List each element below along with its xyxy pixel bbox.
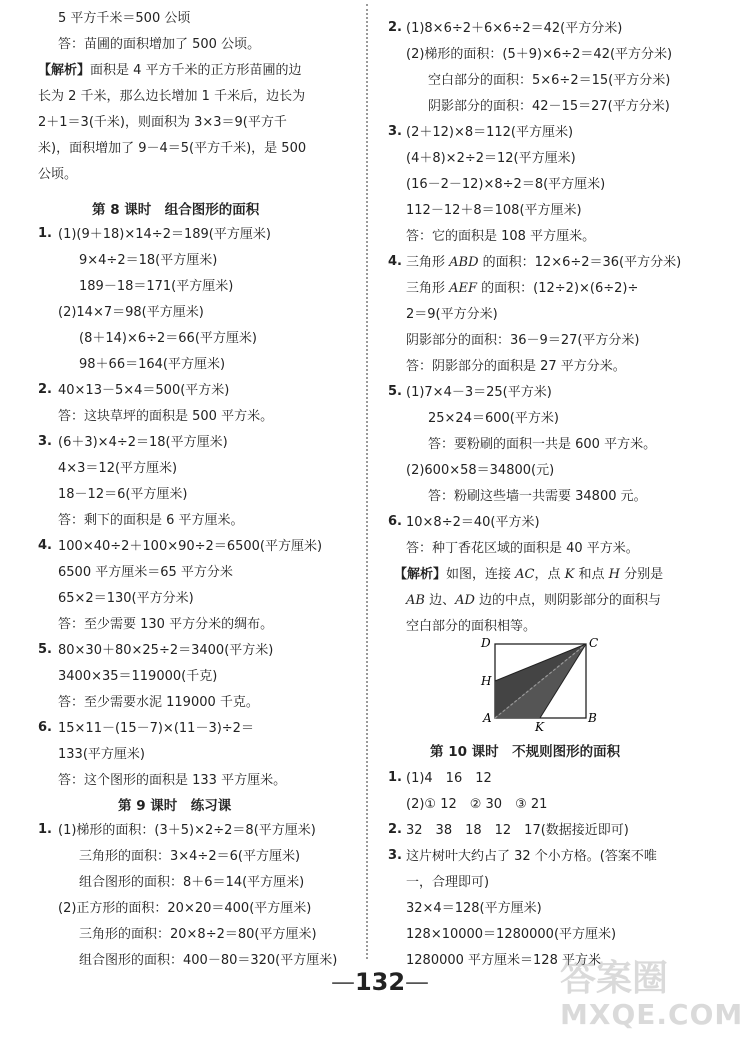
analysis-line: 2＋1＝3(千米)，则面积为 3×3＝9(平方千 bbox=[38, 115, 287, 130]
label-a: A bbox=[483, 711, 492, 725]
answer-line: 阴影部分的面积：36－9＝27(平方分米) bbox=[406, 333, 640, 348]
page-number: —132— bbox=[330, 968, 430, 996]
answer-line: 18－12＝6(平方厘米) bbox=[58, 487, 188, 502]
answer-line: 112－12＋8＝108(平方厘米) bbox=[406, 203, 582, 218]
answer-line: (2)① 12 ② 30 ③ 21 bbox=[406, 797, 548, 812]
answer-line: 三角形的面积：20×8÷2＝80(平方厘米) bbox=[79, 927, 317, 942]
question-number: 1. bbox=[388, 770, 402, 785]
answer-line: 答：粉刷这些墙一共需要 34800 元。 bbox=[428, 489, 647, 504]
answer-line: 组合图形的面积：400－80＝320(平方厘米) bbox=[79, 953, 338, 968]
answer-line: (1)7×4－3＝25(平方米) bbox=[406, 385, 552, 400]
question-number: 4. bbox=[38, 538, 52, 553]
answer-line: (1)梯形的面积：(3＋5)×2÷2＝8(平方厘米) bbox=[58, 823, 316, 838]
analysis-line: 米)，面积增加了 9－4＝5(平方千米)，是 500 bbox=[38, 141, 307, 156]
answer-line: (2)600×58＝34800(元) bbox=[406, 463, 555, 478]
answer-line: 阴影部分的面积：42－15＝27(平方分米) bbox=[428, 99, 670, 114]
answer-line: (4＋8)×2÷2＝12(平方厘米) bbox=[406, 151, 576, 166]
question-number: 1. bbox=[38, 822, 52, 837]
section-heading-lesson9: 第 9 课时 练习课 bbox=[118, 798, 232, 814]
rectangle-figure bbox=[478, 632, 608, 732]
answer-line: 答：剩下的面积是 6 平方厘米。 bbox=[58, 513, 244, 528]
answer-line: 空白部分的面积：5×6÷2＝15(平方分米) bbox=[428, 73, 671, 88]
analysis-line: 【解析】面积是 4 平方千米的正方形苗圃的边 bbox=[38, 63, 302, 78]
answer-line: 答：这块草坪的面积是 500 平方米。 bbox=[58, 409, 274, 424]
watermark: 答案圈 bbox=[560, 958, 669, 999]
label-c: C bbox=[589, 636, 599, 650]
answer-line: 三角形 ABD 的面积：12×6÷2＝36(平方分米) bbox=[406, 255, 682, 270]
text-line: 答：苗圃的面积增加了 500 公顷。 bbox=[58, 37, 261, 52]
analysis-line: 长为 2 千米，那么边长增加 1 千米后，边长为 bbox=[38, 89, 306, 104]
answer-line: 189－18＝171(平方厘米) bbox=[79, 279, 234, 294]
question-number: 5. bbox=[388, 384, 402, 399]
answer-line: 9×4÷2＝18(平方厘米) bbox=[79, 253, 218, 268]
question-number: 5. bbox=[38, 642, 52, 657]
watermark-url: MXQE.COM bbox=[560, 998, 744, 1031]
label-h: H bbox=[481, 674, 492, 688]
answer-line: 15×11－(15－7)×(11－3)÷2＝ bbox=[58, 721, 254, 736]
analysis-line: 空白部分的面积相等。 bbox=[406, 619, 537, 634]
answer-line: 组合图形的面积：8＋6＝14(平方厘米) bbox=[79, 875, 305, 890]
answer-line: (6＋3)×4÷2＝18(平方厘米) bbox=[58, 435, 228, 450]
text-line: 5 平方千米＝500 公顷 bbox=[58, 11, 191, 26]
analysis-tag: 【解析】 bbox=[394, 567, 447, 582]
analysis-tag: 【解析】 bbox=[38, 63, 91, 78]
question-number: 1. bbox=[38, 226, 52, 241]
question-number: 6. bbox=[388, 514, 402, 529]
answer-line: 65×2＝130(平方分米) bbox=[58, 591, 194, 606]
answer-line: 答：种丁香花区域的面积是 40 平方米。 bbox=[406, 541, 639, 556]
answer-line: 133(平方厘米) bbox=[58, 747, 145, 762]
answer-line: (1)4 16 12 bbox=[406, 771, 492, 786]
answer-line: 答：要粉刷的面积一共是 600 平方米。 bbox=[428, 437, 657, 452]
analysis-line: 公顷。 bbox=[38, 167, 78, 182]
answer-line: 32 38 18 12 17(数据接近即可) bbox=[406, 823, 629, 838]
answer-line: 答：至少需要水泥 119000 千克。 bbox=[58, 695, 259, 710]
label-d: D bbox=[481, 636, 491, 650]
answer-line: (16－2－12)×8÷2＝8(平方厘米) bbox=[406, 177, 606, 192]
answer-line: (2)正方形的面积：20×20＝400(平方厘米) bbox=[58, 901, 312, 916]
answer-line: (2)14×7＝98(平方厘米) bbox=[58, 305, 204, 320]
answer-line: 25×24＝600(平方米) bbox=[428, 411, 559, 426]
answer-line: 2＝9(平方分米) bbox=[406, 307, 498, 322]
answer-line: (8＋14)×6÷2＝66(平方厘米) bbox=[79, 331, 257, 346]
answer-line: (2)梯形的面积：(5＋9)×6÷2＝42(平方分米) bbox=[406, 47, 673, 62]
answer-line: 答：至少需要 130 平方分米的绸布。 bbox=[58, 617, 274, 632]
answer-line: 98＋66＝164(平方厘米) bbox=[79, 357, 226, 372]
answer-line: 128×10000＝1280000(平方厘米) bbox=[406, 927, 617, 942]
question-number: 2. bbox=[388, 20, 402, 35]
answer-line: 答：它的面积是 108 平方厘米。 bbox=[406, 229, 596, 244]
answer-line: 100×40÷2＋100×90÷2＝6500(平方厘米) bbox=[58, 539, 323, 554]
answer-line: 1280000 平方厘米＝128 平方米 bbox=[406, 953, 601, 968]
question-number: 4. bbox=[388, 254, 402, 269]
answer-line: 三角形 AEF 的面积：(12÷2)×(6÷2)÷ bbox=[406, 281, 639, 296]
answer-line: 三角形的面积：3×4÷2＝6(平方厘米) bbox=[79, 849, 301, 864]
label-b: B bbox=[588, 711, 597, 725]
question-number: 3. bbox=[388, 848, 402, 863]
answer-line: 80×30＋80×25÷2＝3400(平方米) bbox=[58, 643, 274, 658]
section-heading-lesson8: 第 8 课时 组合图形的面积 bbox=[92, 202, 260, 218]
question-number: 3. bbox=[38, 434, 52, 449]
question-number: 2. bbox=[388, 822, 402, 837]
answer-line: 一，合理即可) bbox=[406, 875, 490, 890]
analysis-line: AB 边、AD 边的中点，则阴影部分的面积与 bbox=[406, 593, 662, 608]
question-number: 6. bbox=[38, 720, 52, 735]
analysis-line: 【解析】如图，连接 AC，点 K 和点 H 分别是 bbox=[394, 567, 664, 582]
question-number: 3. bbox=[388, 124, 402, 139]
answer-line: 答：阴影部分的面积是 27 平方分米。 bbox=[406, 359, 626, 374]
answer-line: 答：这个图形的面积是 133 平方厘米。 bbox=[58, 773, 287, 788]
label-k: K bbox=[535, 720, 544, 732]
answer-line: (2＋12)×8＝112(平方厘米) bbox=[406, 125, 574, 140]
answer-line: 6500 平方厘米＝65 平方分米 bbox=[58, 565, 233, 580]
answer-line: (1)8×6÷2＋6×6÷2＝42(平方分米) bbox=[406, 21, 623, 36]
answer-line: 这片树叶大约占了 32 个小方格。(答案不唯 bbox=[406, 849, 657, 864]
answer-line: 4×3＝12(平方厘米) bbox=[58, 461, 178, 476]
answer-line: 3400×35＝119000(千克) bbox=[58, 669, 218, 684]
section-heading-lesson10: 第 10 课时 不规则图形的面积 bbox=[430, 744, 621, 760]
answer-line: 32×4＝128(平方厘米) bbox=[406, 901, 542, 916]
answer-line: 10×8÷2＝40(平方米) bbox=[406, 515, 540, 530]
answer-line: 40×13－5×4＝500(平方米) bbox=[58, 383, 230, 398]
column-divider bbox=[366, 4, 368, 959]
question-number: 2. bbox=[38, 382, 52, 397]
answer-line: (1)(9＋18)×14÷2＝189(平方厘米) bbox=[58, 227, 271, 242]
